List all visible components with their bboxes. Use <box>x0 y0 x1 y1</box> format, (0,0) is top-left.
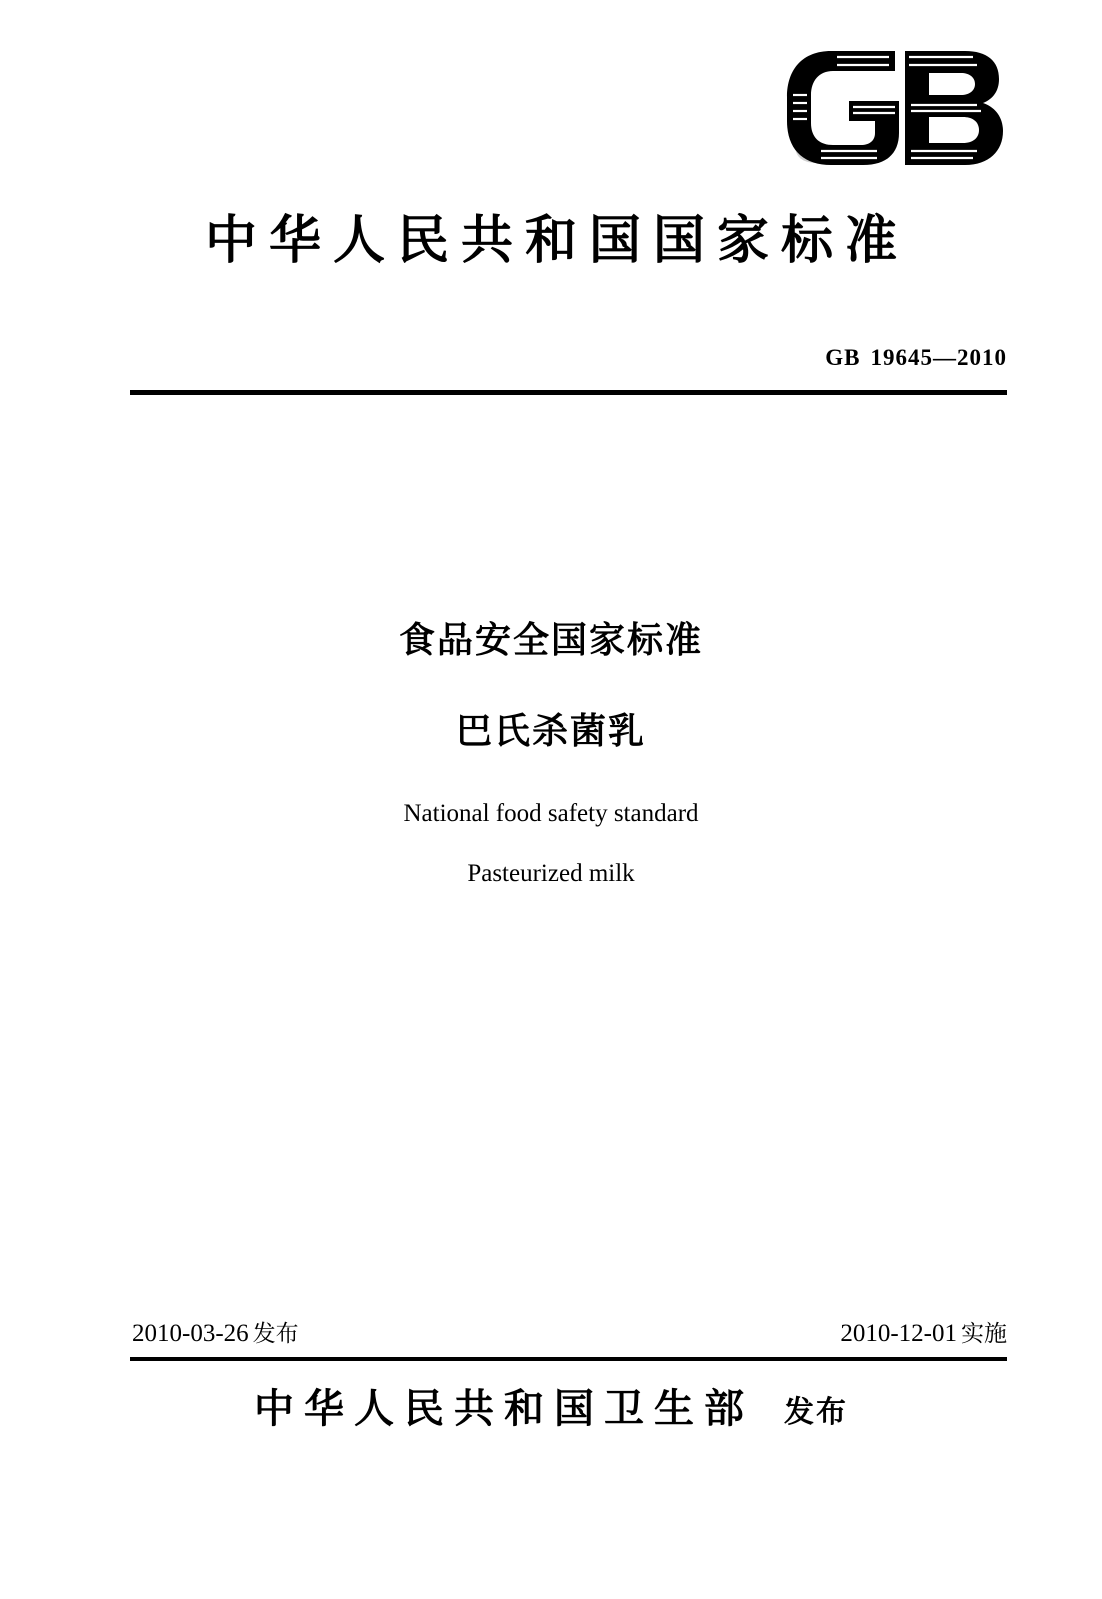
publisher-line <box>0 1377 1102 1434</box>
implementation-date-label: 实施 <box>961 1321 1007 1347</box>
implementation-date-group <box>840 1315 1007 1348</box>
title-block <box>0 612 1102 888</box>
standard-number-code: 19645—2010 <box>870 345 1007 370</box>
chinese-main-title: 食品安全国家标准 <box>398 620 703 661</box>
english-sub-title: Pasteurized milk <box>467 860 635 887</box>
issue-date-label: 发布 <box>252 1321 299 1347</box>
national-standard-title: 中华人民共和国国家标准 <box>204 211 909 271</box>
english-main-title: National food safety standard <box>403 800 699 827</box>
standard-number-prefix: GB <box>825 345 861 370</box>
gb-logo-icon <box>777 45 1007 170</box>
footer-divider <box>130 1357 1007 1361</box>
publisher-verb: 发布 <box>784 1395 848 1430</box>
standard-number <box>825 345 1007 371</box>
issue-date-group <box>132 1315 299 1348</box>
issue-date: 2010-03-26 <box>132 1320 249 1347</box>
publisher-organization: 中华人民共和国卫生部 <box>254 1386 754 1432</box>
dates-row <box>130 1315 1007 1349</box>
chinese-sub-title: 巴氏杀菌乳 <box>455 711 646 752</box>
implementation-date: 2010-12-01 <box>840 1320 957 1347</box>
header-divider <box>130 390 1007 395</box>
